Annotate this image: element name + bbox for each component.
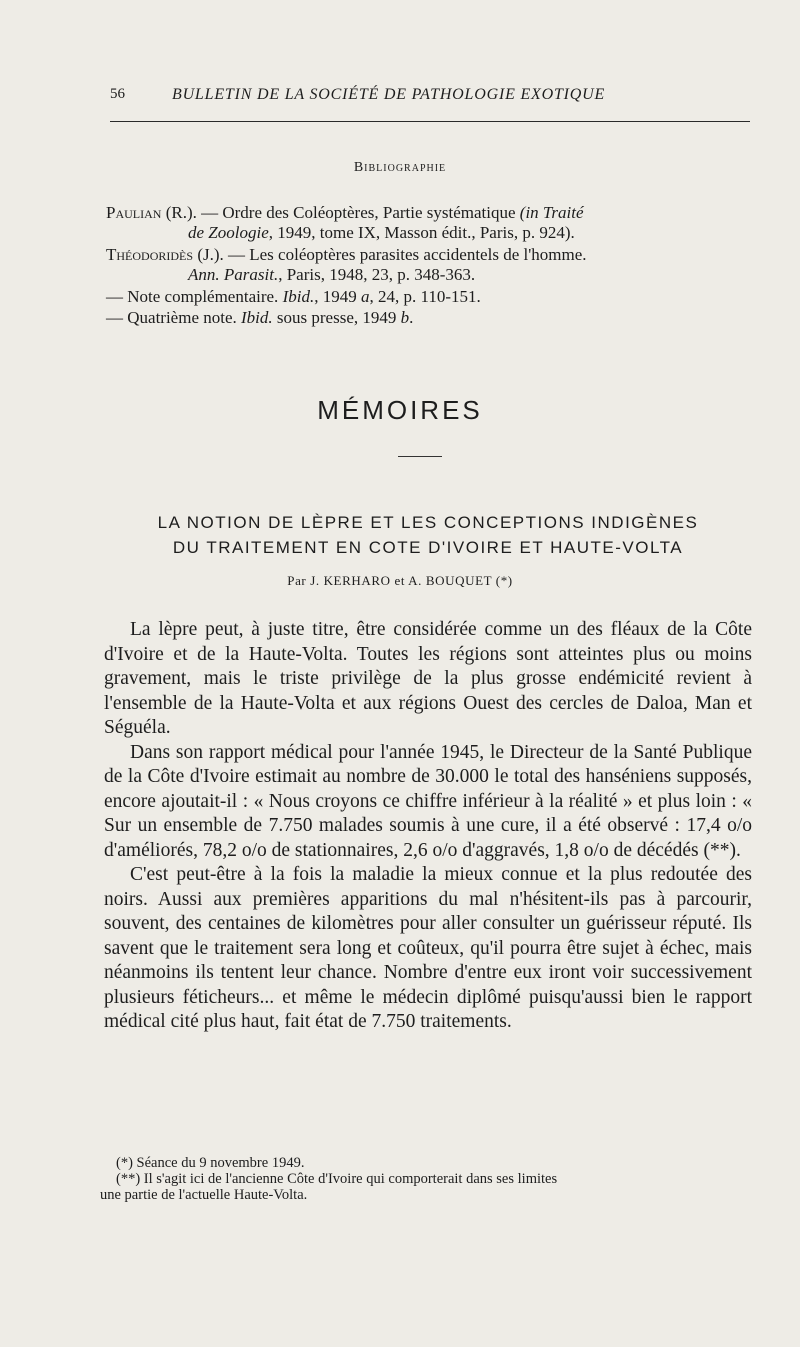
entry-text-italic: Ibid.	[282, 287, 315, 306]
page-number: 56	[110, 86, 125, 102]
section-rule	[398, 456, 442, 457]
article-body	[104, 618, 752, 1035]
entry-text: , 1949, tome IX, Masson édit., Paris, p. 924).	[268, 223, 575, 242]
entry-text: , Paris, 1948, 23, p. 348-363.	[278, 265, 476, 284]
entry-text: .	[409, 308, 414, 327]
entry-text: (R.). — Ordre des Coléoptères, Partie systématique	[161, 203, 520, 222]
entry-text: (J.). — Les coléoptères parasites accidentels de l'homme.	[193, 245, 587, 264]
article-authors: Par J. KERHARO et A. BOUQUET (*)	[287, 573, 513, 588]
bibliography-heading: Bibliographie	[353, 160, 447, 175]
entry-text-italic: Ibid.	[241, 308, 273, 327]
entry-text-italic: Ann. Parasit.	[188, 265, 279, 284]
entry-text-italic: de Zoologie	[188, 223, 269, 242]
entry-text: — Note complémentaire.	[106, 287, 283, 306]
entry-text: sous presse, 1949	[272, 308, 401, 327]
entry-text: , 1949	[314, 287, 361, 306]
footnote-2-line1: (**) Il s'agit ici de l'ancienne Côte d'Ivoire qui comporterait dans ses limites	[116, 1171, 558, 1187]
entry-text: — Quatrième note.	[106, 308, 242, 327]
bibliography-entry-note	[106, 287, 766, 307]
section-heading: MÉMOIRES	[317, 395, 483, 425]
running-header	[110, 86, 750, 114]
article-title-line2: DU TRAITEMENT EN COTE D'IVOIRE ET HAUTE-VOLTA	[172, 538, 684, 557]
bibliography-entry-paulian	[106, 203, 766, 243]
running-title: BULLETIN DE LA SOCIÉTÉ DE PATHOLOGIE EXOTIQUE	[172, 86, 606, 103]
entry-author: Théodoridès	[106, 245, 194, 264]
footnotes	[100, 1155, 760, 1203]
entry-text-italic: a	[360, 287, 370, 306]
paragraph: Dans son rapport médical pour l'année 1945, le Directeur de la Santé Publique de la Côte d'Ivoire estimait au nombre de 30.000 le total des hanséniens supposés, encore ajoutait-il : « Nous croyons ce chiffre inférieur à la réalité » et plus loin : « Sur un ensemble de 7.750 malades soumis à une cure, il a été observé : 17,4 o/o d'améliorés, 78,2 o/o de stationnaires, 2,6 o/o d'aggravés, 1,8 o/o de décédés (**).	[104, 741, 752, 861]
paragraph: La lèpre peut, à juste titre, être considérée comme un des fléaux de la Côte d'Ivoire et de la Haute-Volta. Toutes les régions sont atteintes plus ou moins gravement, mais le triste privilège de la plus grosse endémicité revient à l'ensemble de la Haute-Volta et aux régions Ouest des cercles de Daloa, Man et Séguéla.	[104, 619, 752, 738]
entry-text-italic: (in Traité	[519, 203, 584, 222]
entry-author: Paulian	[106, 203, 162, 222]
paragraph: C'est peut-être à la fois la maladie la mieux connue et la plus redoutée des noirs. Aussi aux premières apparitions du mal n'hésitent-ils pas à parcourir, souvent, des centaines de kilomètres pour aller consulter un guérisseur réputé. Ils savent que le traitement sera long et coûteux, qu'il pourra être sujet à échec, mais néanmoins ils tentent leur chance. Nombre d'entre eux iront voir successivement plusieurs féticheurs... et même le médecin diplômé puisqu'aussi bien le rapport médical cité plus haut, fait état de 7.750 traitements.	[104, 864, 752, 1032]
footnote-2-line2: une partie de l'actuelle Haute-Volta.	[100, 1187, 308, 1203]
bibliography-entry-quatrieme	[106, 308, 766, 328]
footnote-1: (*) Séance du 9 novembre 1949.	[116, 1155, 305, 1171]
bibliography-entry-theodorides	[106, 245, 766, 285]
entry-text-italic: b	[400, 308, 410, 327]
entry-text: , 24, p. 110-151.	[369, 287, 481, 306]
header-rule	[110, 121, 750, 122]
article-title-line1: LA NOTION DE LÈPRE ET LES CONCEPTIONS INDIGÈNES	[157, 513, 699, 532]
